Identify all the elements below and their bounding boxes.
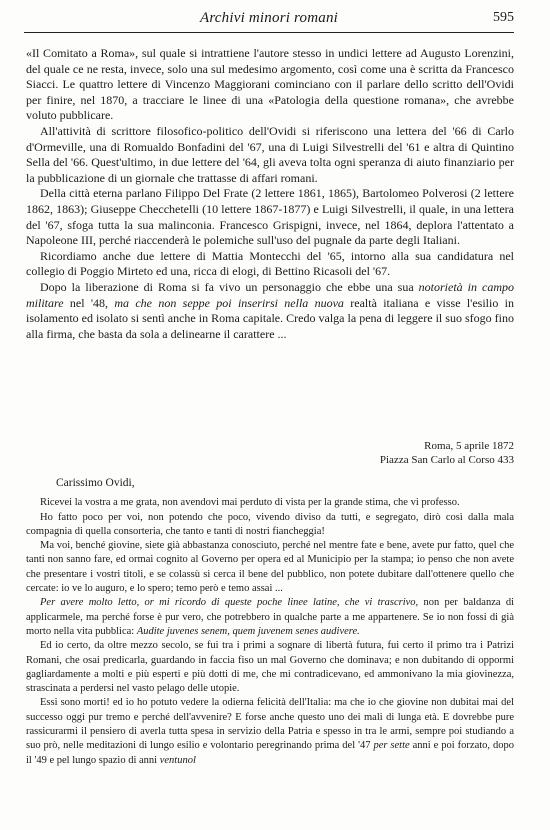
letter-paragraph-6 [26,696,514,767]
latin-quote: Audite juvenes senem, quem juvenem senes audivere. [136,625,360,637]
letter-paragraph-6-part: Essi sono morti! ed io ho potuto vedere la odierna felicità dell'Italia: ma che io che giovine non dubitai mai del successo oggi pur tremo e perché dell'avvenire? E forse anche questo uno dei mali di lunga età. E dovrebbe pure rassicurarmi il pensiero di averla tutta spesa in servizio della Patria e spesso in tra le armi, sempre poi studiando a suo prò, nelle meditazioni di lungo esilio e volontario peregrinando prima del '47 [26,697,514,752]
letter-paragraph-5: Ed io certo, da oltre mezzo secolo, se fui tra i primi a sognare di libertà futura, fui certo il primo tra i Patrizi Romani, che osai predicarla, guardando in faccia fiso un mal Governo che dominava; e non dubitando di oppormi gagliardamente a molti e più esperti e più dotti di me, che mi contradicevano, ed ammonivano la mia giovinezza, strascinata a perdersi nel vasto pelago delle utopie. [26,640,514,695]
paragraph-3: Della città eterna parlano Filippo Del Frate (2 lettere 1861, 1865), Bartolomeo Polverosi (2 lettere 1862, 1863); Giuseppe Checchetelli (10 lettere 1867-1877) e Luigi Silvestrelli, il quale, in una lettera del '67, sfoga tutta la sua malinconia. Francesco Grispigni, invece, nel 1864, deplora l'attentato a Napoleone III, perché riaccenderà le polemiche sull'uso del pugnale da parte degli Italiani. [26,186,514,248]
running-title: Archivi minori romani [199,10,339,26]
paragraph-4: Ricordiamo anche due lettere di Mattia Montecchi del '65, intorno alla sua candidatura nel collegio di Poggio Mirteto ed una, ricca di elogi, di Bettino Ricasoli del '67. [26,248,514,279]
letter-paragraph-4-part: non per baldanza di applicarmele, ma perché forse è pur vero, che potrebbero in qualche parte a me appartenere. Se io non fossi di già morto nella vita pubblica: [26,597,514,637]
paragraph-5-part: realtà italiana e visse l'esilio in isolamento ed isolato si sentì anche in Roma capitale. Credo valga la pena di leggere il suo sfogo fino alla firma, che basta da sola a delinearne il carattere ... [26,295,514,341]
paragraph-1: «Il Comitato a Roma», sul quale si intrattiene l'autore stesso in undici lettere ad Augusto Lorenzini, del quale ce ne resta, invece, solo una sul medesimo argomento, così come una è scritta da Francesco Siacci. Le quattro lettere di Vincenzo Maggiorani cominciano con il parlare dello scritto dell'Ovidi per finire, nel 1870, a tracciare le linee di una «Patologia della questione romana», che avrebbe voluto pubblicare. [26,46,514,123]
letter-address: Piazza San Carlo al Corso 433 [379,454,514,466]
letter-paragraph-2: Ho fatto poco per voi, non potendo che poco, vivendo diviso da tutti, e segregato, dirò così dalla mala compagnia di quella consorteria, che tanto e tanti di nostri fiancheggia! [26,511,514,537]
letter-paragraph-1: Ricevei la vostra a me grata, non avendovi mai perduto di vista per la grande stima, che vi professo. [40,497,460,509]
body-text [26,46,514,342]
paragraph-5-part: nel '48, [63,295,115,310]
letter-paragraph-6-part: anni e poi forzato, dopo il '49 e pel lungo spazio di anni [26,740,514,766]
paragraph-5-italic: notorietà in campo militare [26,279,514,310]
paragraph-2: All'attività di scrittore filosofico-politico dell'Ovidi si riferiscono una lettera del '66 di Carlo d'Ormeville, una di Romualdo Bonfadini del '67, una di Luigi Silvestrelli del '61 e altra di Quintino Sella del '66. Quest'ultimo, in due lettere del '64, gli aveva tolta ogni speranza di aiuto finanziario per la pubblicazione di un giornale che trattasse di affari romani. [26,123,514,185]
letter-paragraph-6-italic: ventunol [159,754,196,766]
paragraph-5-part: Dopo la liberazione di Roma si fa vivo un personaggio che ebbe una sua [40,279,419,294]
letter-paragraph-4-italic: Per avere molto letto, or mi ricordo di queste poche linee latine, che vi trascrivo, [40,597,419,609]
letter-paragraph-3: Ma voi, benché giovine, siete già abbastanza conosciuto, perché nel mentre fate e bene, avete pur fatto, quel che tanti non sanno fare, ed ormai cognito al Governo per opera ed al Municipio per la stampa; io penso che non avete che presentare i vostri titoli, e se colassù si cerca il bene del pubblico, non potete dubitare dall'ottenere quello che cercate: io ve lo auguro, e lo spero; temo però e temo assai ... [26,540,514,595]
letter-body [26,476,514,768]
page-number: 595 [493,10,514,25]
letter-salutation: Carissimo Ovidi, [56,477,135,489]
letter-paragraph-6-italic: per sette [373,740,410,752]
page-header [24,10,514,33]
paragraph-5 [26,280,514,342]
letter-paragraph-4 [26,596,514,639]
letter-heading [26,439,514,467]
paragraph-5-italic: ma che non seppe poi inserirsi nella nuova [114,295,344,310]
letter-place-date: Roma, 5 aprile 1872 [424,440,514,452]
